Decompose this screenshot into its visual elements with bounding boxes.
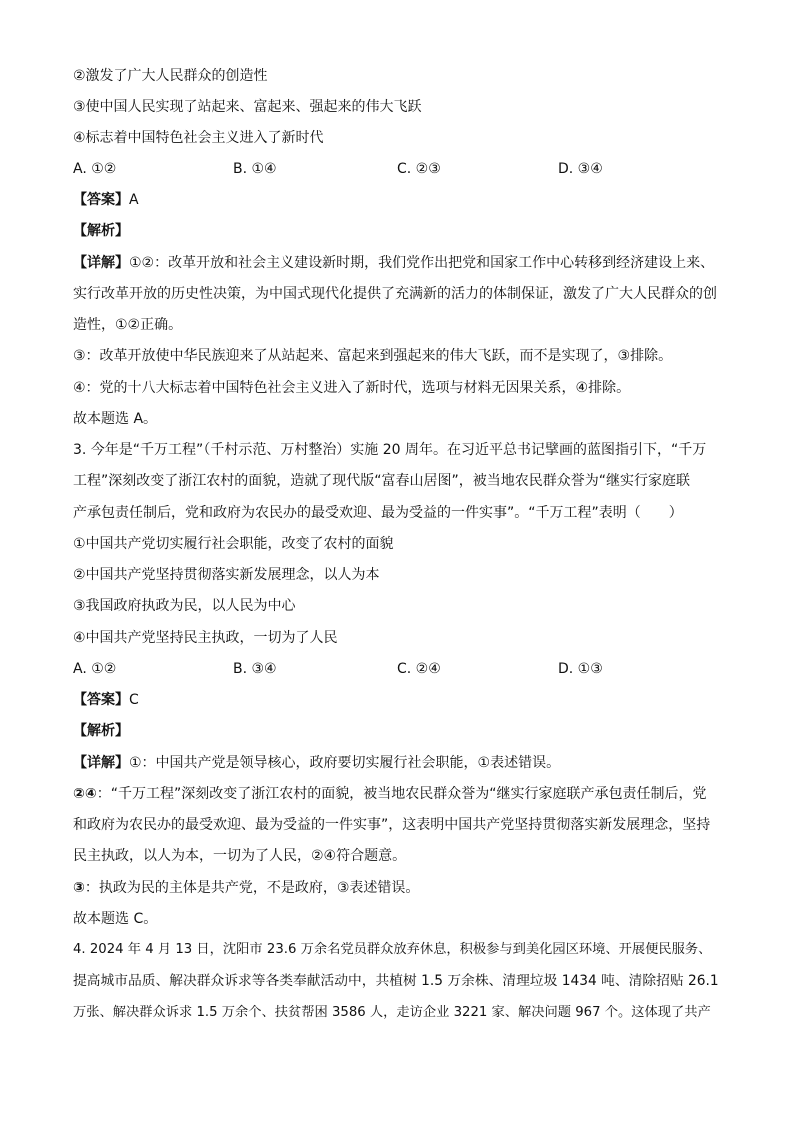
answer-value: A [129, 192, 139, 208]
q3-detail-line-3: 和政府为农民办的最受欢迎、最为受益的一件实事”，这表明中国共产党坚持贯彻落实新发展理念，坚持 [73, 817, 711, 833]
q2-choice-2: ②激发了广大人民群众的创造性 [73, 68, 268, 84]
q3-detail-line-2 [73, 784, 706, 804]
q2-detail-line-5: ④：党的十八大标志着中国特色社会主义进入了新时代，选项与材料无因果关系，④排除。 [73, 380, 631, 396]
q3-analysis-label: 【解析】 [73, 723, 129, 739]
q3-choice-3: ③我国政府执政为民，以人民为中心 [73, 598, 296, 614]
detail-marker: ②④ [73, 786, 97, 802]
q4-stem-line-1: 4. 2024 年 4 月 13 日，沈阳市 23.6 万余名党员群众放弃休息，积极参与到美化园区环境、开展便民服务、 [73, 942, 712, 957]
q2-option-c: C. ②③ [397, 161, 441, 177]
q2-detail-line-1 [73, 253, 714, 273]
q3-choice-4: ④中国共产党坚持民主执政，一切为了人民 [73, 630, 338, 646]
q2-option-b: B. ①④ [233, 161, 277, 177]
detail-marker: ③ [73, 880, 85, 896]
q3-detail-line-4: 民主执政，以人为本，一切为了人民，②④符合题意。 [73, 848, 407, 864]
q3-stem-line-2: 工程”深刻改变了浙江农村的面貌，造就了现代版“富春山居图”，被当地农民群众誉为“继实行家庭联 [73, 473, 691, 489]
q3-option-c: C. ②④ [397, 661, 441, 677]
q2-detail-line-3: 造性，①②正确。 [73, 317, 183, 333]
answer-value: C [129, 692, 139, 708]
q4-stem-line-2: 提高城市品质、解决群众诉求等各类奉献活动中，共植树 1.5 万余株、清理垃圾 1434 吨、清除招贴 26.1 [73, 973, 719, 989]
q3-option-d: D. ①③ [558, 661, 603, 677]
detail-text: ：执政为民的主体是共产党，不是政府，③表述错误。 [84, 880, 420, 896]
q2-answer [73, 190, 139, 210]
q2-choice-3: ③使中国人民实现了站起来、富起来、强起来的伟大飞跃 [73, 99, 422, 115]
q2-option-d: D. ③④ [558, 161, 603, 177]
detail-text: ①②：改革开放和社会主义建设新时期，我们党作出把党和国家工作中心转移到经济建设上来、 [129, 255, 715, 271]
q3-detail-line-1 [73, 753, 560, 773]
answer-label: 【答案】 [73, 692, 129, 708]
q3-detail-line-5 [73, 878, 419, 898]
q3-option-b: B. ③④ [233, 661, 277, 677]
q3-options [73, 659, 713, 679]
detail-label: 【详解】 [73, 255, 129, 271]
detail-text: ：“千万工程”深刻改变了浙江农村的面貌，被当地农民群众誉为“继实行家庭联产承包责任制后，党 [96, 786, 707, 802]
q3-stem-line-1: 3. 今年是“千万工程”（千村示范、万村整治）实施 20 周年。在习近平总书记擘画的蓝图指引下，“千万 [73, 442, 707, 458]
detail-text: ①：中国共产党是领导核心，政府要切实履行社会职能，①表述错误。 [129, 755, 561, 771]
q2-conclusion: 故本题选 A。 [73, 411, 158, 427]
q2-option-a: A. ①② [73, 161, 117, 177]
q3-choice-2: ②中国共产党坚持贯彻落实新发展理念，以人为本 [73, 567, 380, 583]
q4-stem-line-3: 万张、解决群众诉求 1.5 万余个、扶贫帮困 3586 人，走访企业 3221 家、解决问题 967 个。这体现了共产 [73, 1005, 711, 1020]
q2-detail-line-4: ③：改革开放使中华民族迎来了从站起来、富起来到强起来的伟大飞跃，而不是实现了，③排除。 [73, 348, 673, 364]
q3-conclusion: 故本题选 C。 [73, 911, 158, 927]
answer-label: 【答案】 [73, 192, 129, 208]
q3-stem-line-3: 产承包责任制后，党和政府为农民办的最受欢迎、最为受益的一件实事”。“千万工程”表明（ ） [73, 505, 683, 521]
q3-choice-1: ①中国共产党切实履行社会职能，改变了农村的面貌 [73, 536, 394, 552]
q3-option-a: A. ①② [73, 661, 117, 677]
q2-options [73, 159, 713, 179]
q3-answer [73, 690, 139, 710]
q2-analysis-label: 【解析】 [73, 223, 129, 239]
detail-label: 【详解】 [73, 755, 129, 771]
q2-detail-line-2: 实行改革开放的历史性决策，为中国式现代化提供了充满新的活力的体制保证，激发了广大人民群众的创 [73, 286, 717, 302]
q2-choice-4: ④标志着中国特色社会主义进入了新时代 [73, 130, 324, 146]
